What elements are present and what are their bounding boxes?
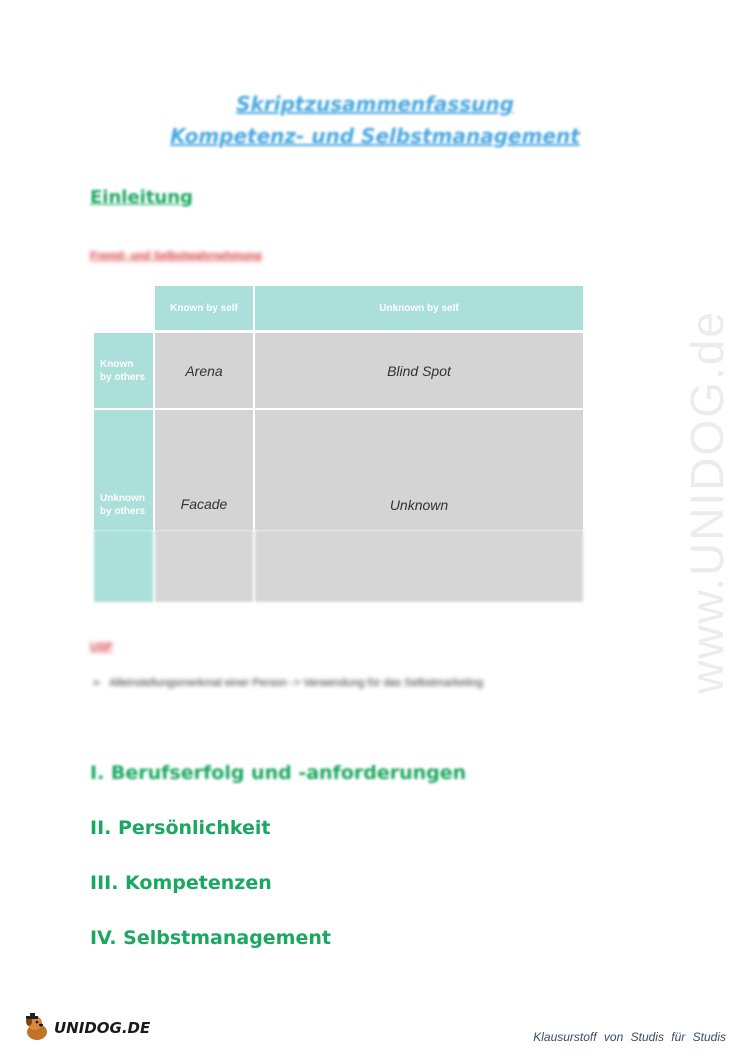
section-heading-3: III. Kompetenzen bbox=[90, 872, 272, 894]
bullet-arrow-icon: ➢ bbox=[92, 677, 102, 689]
intro-subheading: Fremd- und Selbstwahrnehmung bbox=[90, 250, 262, 262]
row-header-unknown-by-others bbox=[94, 410, 153, 530]
row-header-known-by-others bbox=[94, 333, 153, 408]
section-heading-4: IV. Selbstmanagement bbox=[90, 927, 331, 949]
row-label-line: by others bbox=[100, 371, 146, 383]
footer-tagline: Klausurstoff von Studis für Studis bbox=[533, 1030, 726, 1044]
col-header-unknown-by-self: Unknown by self bbox=[255, 286, 583, 330]
title-line-1: Skriptzusammenfassung bbox=[236, 92, 514, 116]
document-title bbox=[0, 88, 750, 152]
title-line-2: Kompetenz- und Selbstmanagement bbox=[170, 124, 580, 148]
section-heading-1: I. Berufserfolg und -anforderungen bbox=[90, 762, 467, 784]
watermark: www.UNIDOG.de bbox=[681, 310, 733, 694]
table-fade-cell bbox=[155, 530, 253, 602]
cell-facade: Facade bbox=[155, 410, 253, 530]
intro-heading: Einleitung bbox=[90, 187, 193, 208]
section-heading-2: II. Persönlichkeit bbox=[90, 817, 271, 839]
table-fade-side bbox=[94, 530, 153, 602]
row-label-line: Known bbox=[100, 358, 134, 370]
unidog-logo bbox=[22, 1013, 150, 1043]
row-label-line: by others bbox=[100, 506, 146, 517]
logo-text: UNIDOG.DE bbox=[54, 1019, 151, 1037]
row-label-line: Unknown bbox=[100, 493, 145, 504]
col-header-known-by-self: Known by self bbox=[155, 286, 253, 330]
table-fade-cell bbox=[255, 530, 583, 602]
cell-arena: Arena bbox=[155, 333, 253, 408]
dog-icon bbox=[22, 1013, 52, 1043]
cell-blind-spot: Blind Spot bbox=[255, 333, 583, 408]
usp-bullet bbox=[92, 676, 483, 689]
usp-heading: USP bbox=[90, 641, 113, 653]
cell-unknown: Unknown bbox=[255, 410, 583, 530]
johari-window-table bbox=[94, 286, 583, 602]
usp-bullet-text: Alleinstellungsmerkmal einer Person -> Verwendung für das Selbstmarketing bbox=[109, 677, 484, 689]
